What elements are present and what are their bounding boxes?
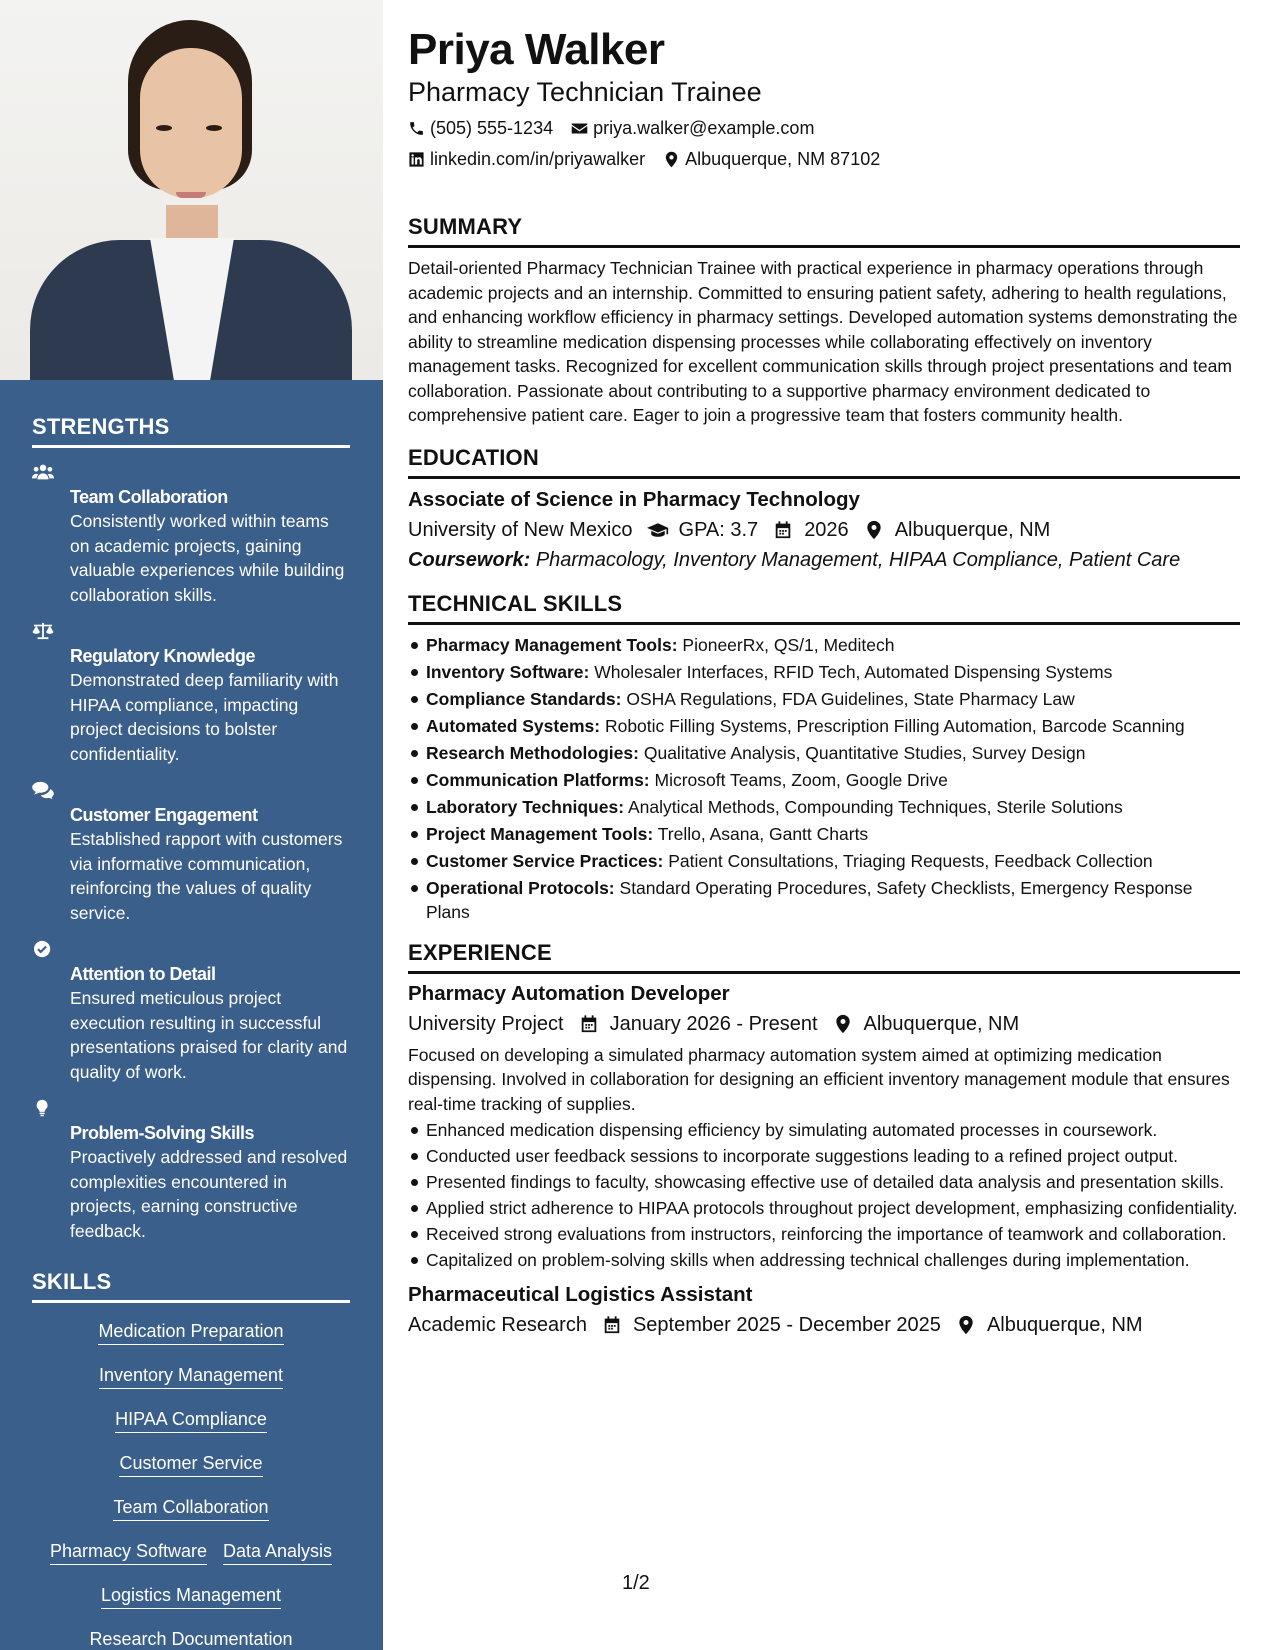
strength-item (32, 938, 351, 1084)
skill-tag: Inventory Management (99, 1363, 283, 1389)
experience-heading: EXPERIENCE (408, 940, 1240, 974)
skill-label: Compliance Standards: (426, 688, 622, 709)
strength-name: Customer Engagement (70, 805, 258, 825)
skill-value: Robotic Filling Systems, Prescription Filling Automation, Barcode Scanning (604, 715, 1185, 736)
strength-desc: Established rapport with customers via informative communication, reinforcing the values of quality service. (70, 829, 343, 923)
strength-name: Team Collaboration (70, 487, 228, 507)
list-item (408, 876, 1240, 924)
skills-list (32, 1319, 350, 1650)
summary-text: Detail-oriented Pharmacy Technician Trainee with practical experience in pharmacy operations through academic projects and an internship. Committed to ensuring patient safety, adhering to health regulations, and enhancing workflow efficiency in pharmacy settings. Developed automation systems demonstrating the ability to streamline medication dispensing processes while collaborating effectively on inventory management tasks. Recognized for excellent communication skills through project presentations and team collaboration. Passionate about contributing to a supportive pharmacy environment dedicated to comprehensive patient care. Eager to join a progressive team that fosters community health. (408, 258, 1238, 425)
skill-value: Analytical Methods, Compounding Techniques, Sterile Solutions (627, 796, 1123, 817)
skill-tag: Logistics Management (101, 1583, 281, 1609)
year-item (772, 517, 849, 543)
candidate-name: Priya Walker (408, 25, 665, 74)
job-meta (408, 1011, 1240, 1037)
list-item (408, 795, 1240, 819)
list-item (408, 822, 1240, 846)
edu-location-text: Albuquerque, NM (894, 518, 1051, 541)
summary-section (408, 214, 1240, 428)
phone-icon (408, 120, 425, 137)
job-org: Academic Research (408, 1314, 587, 1336)
location-text: Albuquerque, NM 87102 (685, 149, 881, 169)
envelope-icon (571, 120, 588, 137)
job-dates-item (601, 1312, 941, 1338)
skill-label: Inventory Software: (426, 661, 590, 682)
job-title: Pharmaceutical Logistics Assistant (408, 1283, 753, 1306)
job-location: Albuquerque, NM (986, 1314, 1143, 1336)
skill-value: Standard Operating Procedures, Safety Checklists, Emergency Response Plans (426, 877, 1193, 922)
skill-label: Research Methodologies: (426, 742, 639, 763)
job-location-item (955, 1312, 1143, 1338)
list-item: Presented findings to faculty, showcasing effective use of detailed data analysis and presentation skills. (408, 1170, 1240, 1194)
skill-value: Microsoft Teams, Zoom, Google Drive (654, 769, 948, 790)
skill-tag: Medication Preparation (98, 1319, 283, 1345)
candidate-title: Pharmacy Technician Trainee (408, 77, 762, 107)
profile-photo (0, 0, 383, 380)
skill-value: Patient Consultations, Triaging Requests, Feedback Collection (668, 850, 1153, 871)
strength-desc: Consistently worked within teams on academic projects, gaining valuable experiences while building collaboration skills. (70, 511, 345, 605)
calendar-icon (578, 1014, 600, 1034)
skill-tag: Data Analysis (223, 1539, 332, 1565)
technical-skills-list (408, 633, 1240, 924)
strength-name: Regulatory Knowledge (70, 646, 256, 666)
skill-label: Laboratory Techniques: (426, 796, 625, 817)
list-item: Applied strict adherence to HIPAA protocols throughout project development, emphasizing confidentiality. (408, 1196, 1240, 1220)
job-dates: January 2026 - Present (609, 1012, 818, 1035)
list-item (408, 660, 1240, 684)
users-icon (32, 463, 54, 481)
summary-heading: SUMMARY (408, 214, 1240, 248)
job-dates: September 2025 - December 2025 (632, 1314, 941, 1336)
strength-item (32, 620, 351, 766)
list-item (408, 687, 1240, 711)
strength-item (32, 461, 351, 607)
linkedin-text: linkedin.com/in/priyawalker (430, 149, 646, 169)
calendar-icon (772, 520, 794, 540)
education-heading: EDUCATION (408, 445, 1240, 479)
degree-title: Associate of Science in Pharmacy Technology (408, 487, 860, 511)
strength-item (32, 1097, 351, 1243)
strength-item (32, 779, 351, 925)
linkedin-icon (408, 151, 425, 168)
list-item: Capitalized on problem-solving skills when addressing technical challenges during implementation. (408, 1248, 1240, 1272)
list-item: Enhanced medication dispensing efficiency by simulating automated processes in coursework. (408, 1118, 1240, 1142)
job-title: Pharmacy Automation Developer (408, 981, 730, 1005)
skill-tag: HIPAA Compliance (115, 1407, 267, 1433)
list-item: Conducted user feedback sessions to incorporate suggestions leading to a refined project output. (408, 1144, 1240, 1168)
skill-tag: Customer Service (119, 1451, 262, 1477)
technical-skills-section (408, 591, 1240, 924)
map-marker-icon (955, 1315, 977, 1335)
graduation-cap-icon (647, 520, 669, 540)
linkedin-contact[interactable] (408, 148, 645, 170)
edu-location-item (863, 517, 1051, 543)
job-meta (408, 1312, 1240, 1338)
strength-desc: Ensured meticulous project execution resulting in successful presentations praised for clarity and quality of work. (70, 988, 348, 1082)
job-org: University Project (408, 1012, 564, 1035)
school-name: University of New Mexico (408, 518, 633, 541)
check-circle-icon (32, 940, 54, 958)
coursework (408, 547, 1240, 573)
skill-label: Project Management Tools: (426, 823, 654, 844)
coursework-text: Pharmacology, Inventory Management, HIPAA Compliance, Patient Care (535, 548, 1181, 571)
technical-skills-heading: TECHNICAL SKILLS (408, 591, 1240, 625)
experience-section (408, 940, 1240, 1339)
skill-value: Qualitative Analysis, Quantitative Studies, Survey Design (643, 742, 1086, 763)
strengths-heading: STRENGTHS (32, 414, 350, 448)
email-text: priya.walker@example.com (593, 118, 815, 138)
job-description: Focused on developing a simulated pharmacy automation system aimed at optimizing medication dispensing. Involved in collaboration for designing an efficient inventory management module that ensures real-time tracking of supplies. (408, 1044, 1230, 1114)
coursework-label: Coursework: (408, 548, 531, 571)
education-meta (408, 517, 1240, 543)
phone-contact[interactable] (408, 117, 553, 139)
skill-label: Operational Protocols: (426, 877, 615, 898)
contact-row-2 (408, 148, 1240, 170)
job-location: Albuquerque, NM (863, 1012, 1020, 1035)
skill-label: Pharmacy Management Tools: (426, 634, 678, 655)
phone-text: (505) 555-1234 (430, 118, 554, 138)
skill-value: Wholesaler Interfaces, RFID Tech, Automated Dispensing Systems (594, 661, 1113, 682)
skill-label: Automated Systems: (426, 715, 601, 736)
email-contact[interactable] (571, 117, 814, 139)
page-number: 1/2 (622, 1572, 650, 1594)
skill-tag: Research Documentation (89, 1627, 292, 1650)
scale-icon (32, 622, 54, 640)
calendar-icon (601, 1315, 623, 1335)
sidebar (0, 0, 383, 1650)
skill-label: Communication Platforms: (426, 769, 650, 790)
education-section (408, 445, 1240, 573)
job-location-item (832, 1011, 1020, 1037)
skill-value: Trello, Asana, Gantt Charts (657, 823, 869, 844)
comments-icon (32, 781, 54, 799)
strength-name: Problem-Solving Skills (70, 1123, 255, 1143)
skill-tag: Team Collaboration (113, 1495, 268, 1521)
contact-row (408, 117, 1240, 139)
skill-value: OSHA Regulations, FDA Guidelines, State Pharmacy Law (626, 688, 1075, 709)
list-item (408, 633, 1240, 657)
strength-desc: Proactively addressed and resolved complexities encountered in projects, earning constructive feedback. (70, 1147, 348, 1241)
gpa-text: GPA: 3.7 (678, 518, 759, 541)
skills-heading: SKILLS (32, 1269, 350, 1303)
list-item: Received strong evaluations from instructors, reinforcing the importance of teamwork and collaboration. (408, 1222, 1240, 1246)
strength-name: Attention to Detail (70, 964, 216, 984)
main-content (408, 0, 1240, 1338)
job-dates-item (578, 1011, 818, 1037)
skill-value: PioneerRx, QS/1, Meditech (682, 634, 895, 655)
lightbulb-icon (32, 1099, 54, 1117)
job-bullets (408, 1118, 1240, 1272)
map-marker-icon (863, 520, 885, 540)
location-contact (663, 148, 880, 170)
gpa-item (647, 517, 759, 543)
list-item (408, 849, 1240, 873)
map-marker-icon (832, 1014, 854, 1034)
skill-label: Customer Service Practices: (426, 850, 664, 871)
map-marker-icon (663, 151, 680, 168)
strength-desc: Demonstrated deep familiarity with HIPAA compliance, impacting project decisions to bolster confidentiality. (70, 670, 339, 764)
year-text: 2026 (804, 518, 849, 541)
list-item (408, 768, 1240, 792)
skill-tag: Pharmacy Software (50, 1539, 207, 1565)
list-item (408, 714, 1240, 738)
list-item (408, 741, 1240, 765)
